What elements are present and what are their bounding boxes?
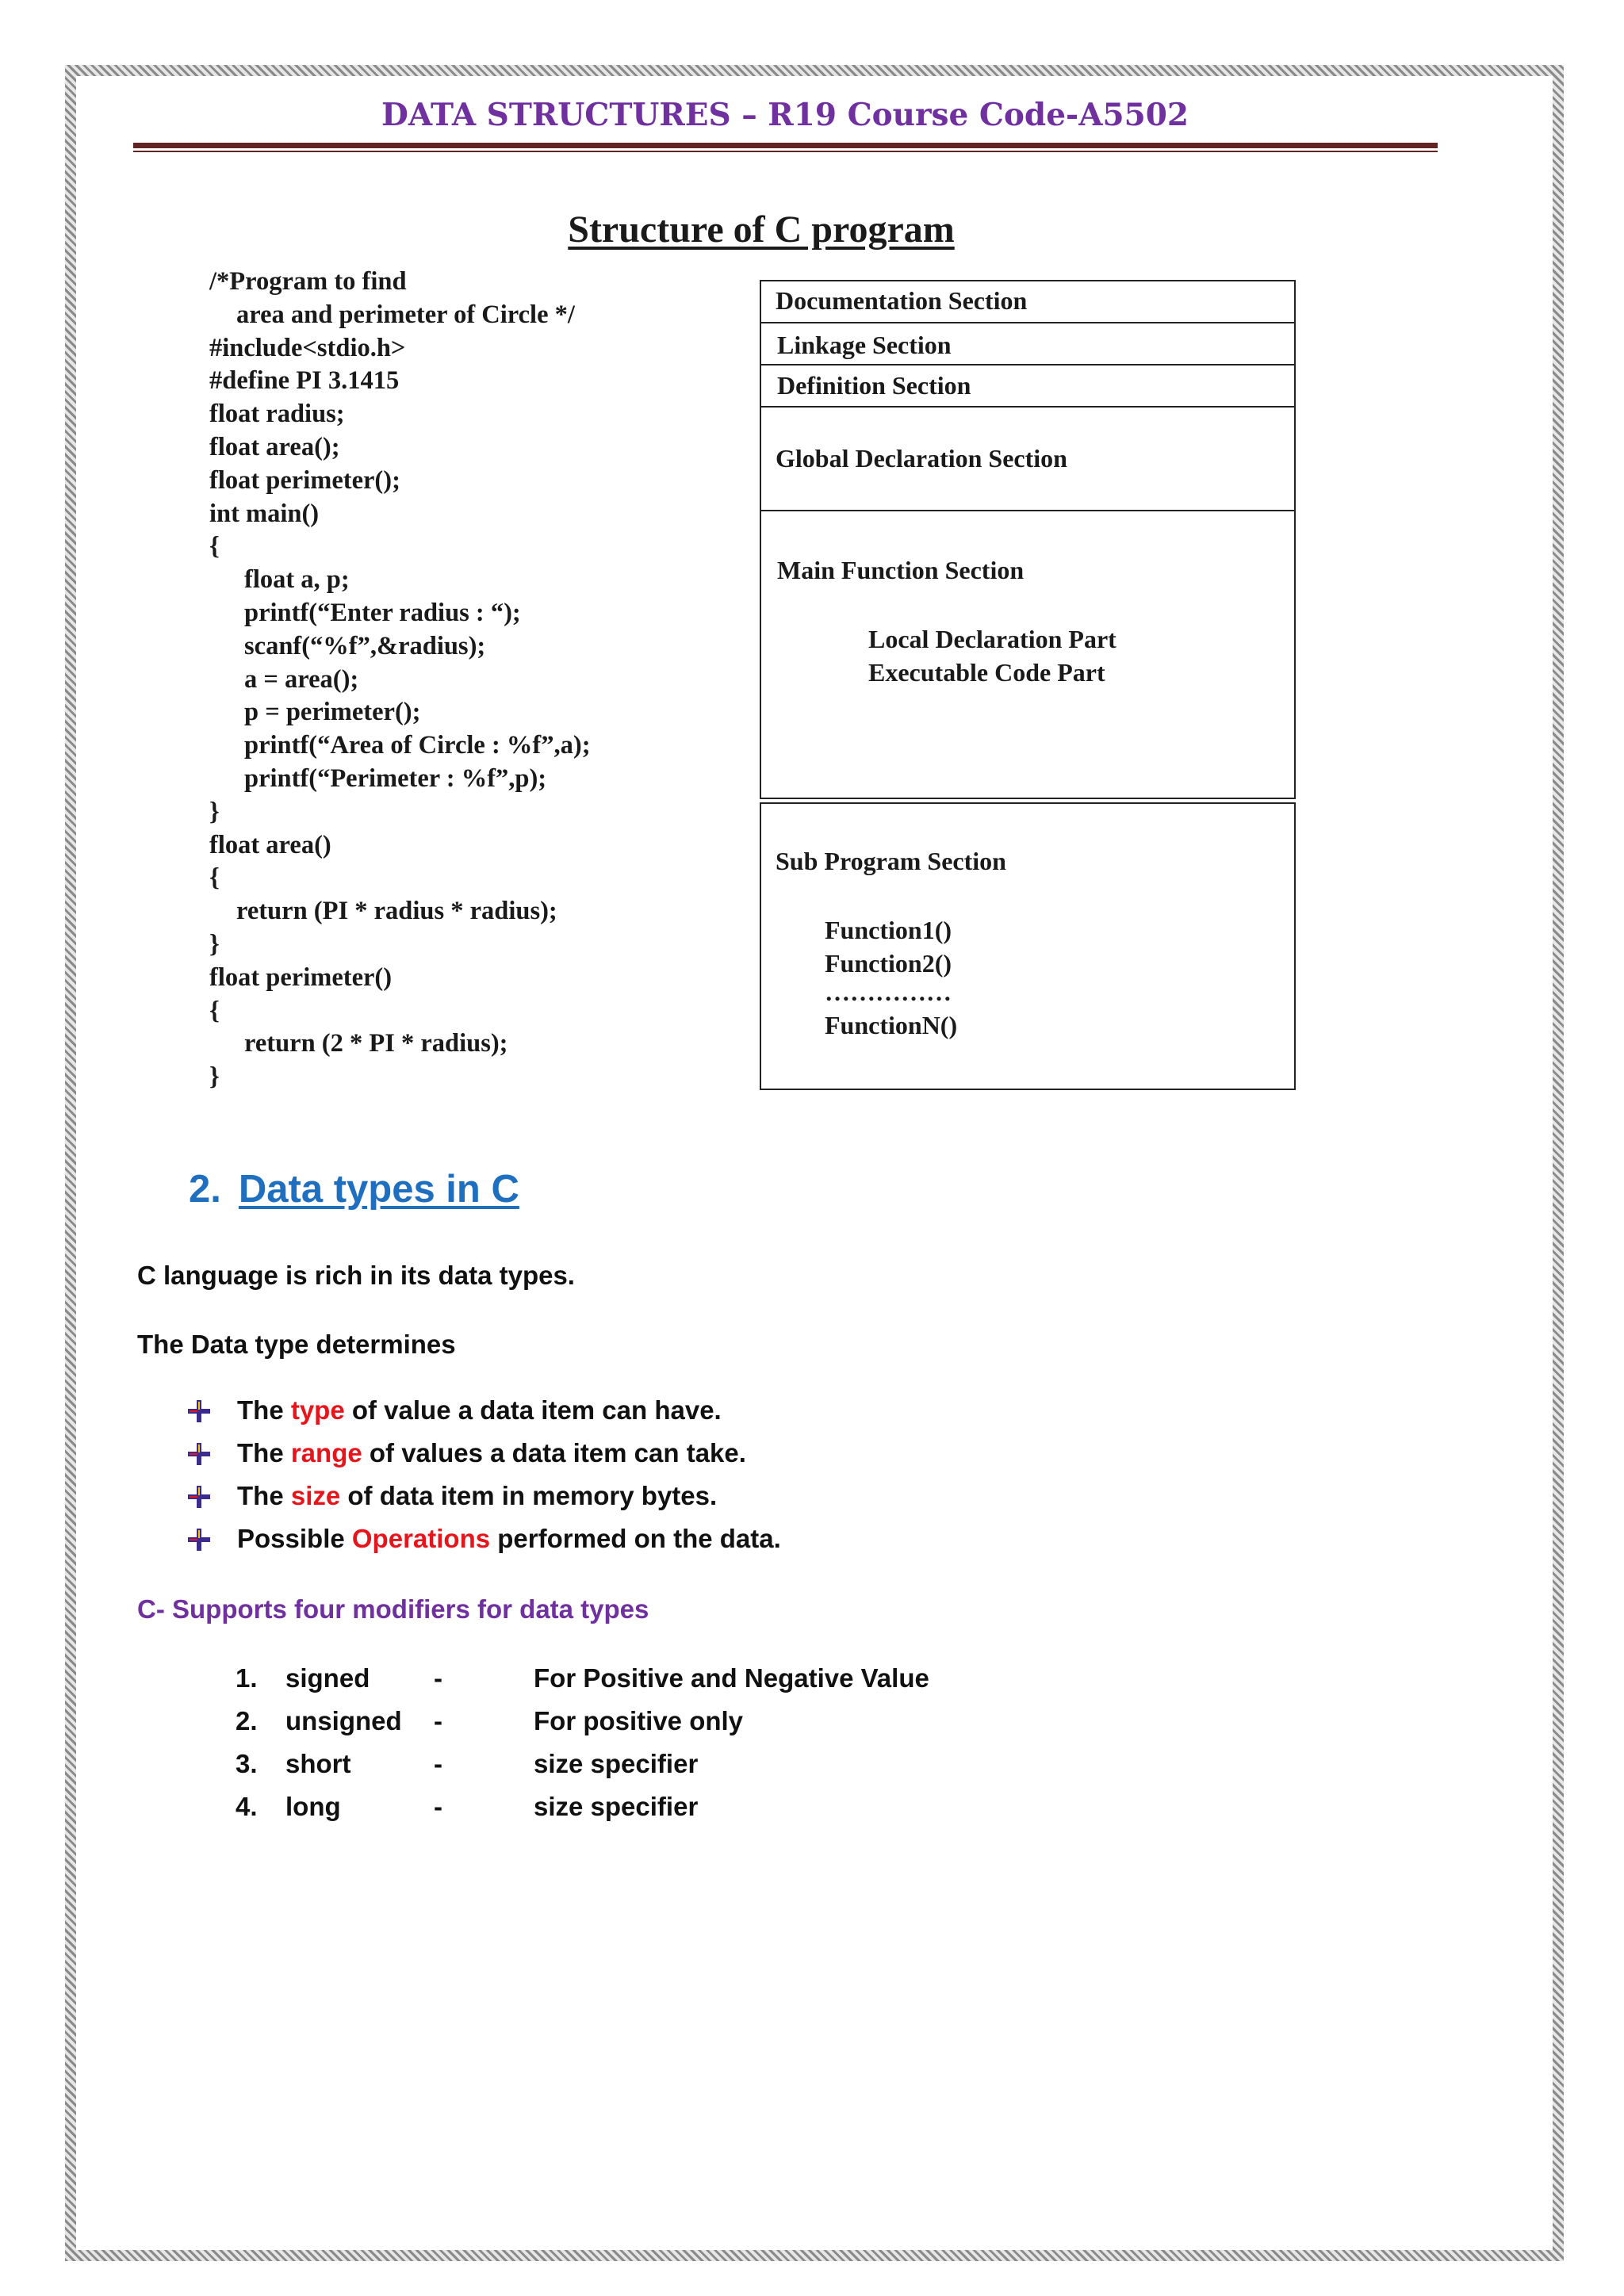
code-line: { — [209, 863, 220, 893]
modifier-number: 3. — [236, 1749, 258, 1778]
code-line: } — [209, 797, 220, 826]
modifier-name: short — [285, 1749, 351, 1778]
plus-bullet-icon — [186, 1399, 212, 1424]
definition-section-label: Definition Section — [777, 371, 971, 400]
modifier-desc: For Positive and Negative Value — [534, 1663, 929, 1693]
code-line: } — [209, 929, 220, 959]
modifier-dash: - — [434, 1749, 442, 1778]
code-line: return (2 * PI * radius); — [244, 1029, 508, 1058]
code-listing — [209, 266, 591, 1094]
bullet-text: Possible Operations performed on the data. — [237, 1524, 781, 1553]
code-line: printf(“Perimeter : %f”,p); — [244, 763, 547, 793]
sub-program-box — [760, 802, 1296, 1090]
executable-code-label: Executable Code Part — [868, 658, 1105, 687]
code-line: p = perimeter(); — [244, 698, 421, 727]
local-declaration-label: Local Declaration Part — [868, 625, 1116, 653]
code-line: float area(); — [209, 432, 340, 461]
page-header: DATA STRUCTURES – R19 Course Code-A5502 — [381, 97, 1189, 133]
main-function-label: Main Function Section — [777, 556, 1025, 584]
code-line: float radius; — [209, 400, 345, 429]
code-line: int main() — [209, 499, 320, 528]
header-rule-thin — [133, 151, 1438, 152]
modifier-dash: - — [434, 1706, 442, 1735]
modifier-dash: - — [434, 1792, 442, 1821]
code-line: area and perimeter of Circle */ — [236, 300, 575, 329]
sub-program-label: Sub Program Section — [776, 847, 1006, 875]
intro-text: C language is rich in its data types. — [137, 1261, 575, 1290]
plus-bullet-icon — [186, 1484, 212, 1510]
code-line: float perimeter() — [209, 962, 393, 992]
plus-bullet-icon — [186, 1527, 212, 1552]
modifier-number: 4. — [236, 1792, 258, 1821]
highlight-word: Operations — [351, 1524, 491, 1553]
documentation-section-label: Documentation Section — [776, 286, 1028, 315]
bullet-text: The type of value a data item can have. — [237, 1395, 722, 1425]
modifier-desc: size specifier — [534, 1792, 699, 1821]
code-line: } — [209, 1062, 220, 1092]
main-function-box — [760, 510, 1296, 799]
modifier-dash: - — [434, 1663, 442, 1693]
section-title: Data types in C — [238, 1168, 519, 1211]
modifier-name: signed — [285, 1663, 370, 1693]
modifier-name: unsigned — [285, 1706, 402, 1735]
code-line: printf(“Area of Circle : %f”,a); — [244, 731, 591, 760]
code-line: /*Program to find — [209, 267, 407, 296]
section-heading — [189, 1167, 519, 1211]
highlight-word: range — [290, 1438, 362, 1468]
documentation-section-box — [760, 280, 1296, 323]
plus-bullet-icon — [186, 1441, 212, 1467]
global-declaration-label: Global Declaration Section — [776, 444, 1067, 473]
modifiers-heading: C- Supports four modifiers for data types — [137, 1594, 649, 1624]
code-line: float perimeter(); — [209, 465, 400, 495]
figure-title: Structure of C program — [568, 209, 955, 251]
code-line: scanf(“%f”,&radius); — [244, 631, 486, 660]
code-line: float area() — [209, 830, 331, 859]
highlight-word: size — [290, 1481, 341, 1510]
modifier-number: 2. — [236, 1706, 258, 1735]
linkage-section-box — [760, 322, 1296, 365]
code-line: { — [209, 532, 220, 561]
linkage-section-label: Linkage Section — [777, 331, 952, 359]
modifier-desc: size specifier — [534, 1749, 699, 1778]
determines-text: The Data type determines — [137, 1330, 456, 1359]
function-2-label: Function2() — [825, 949, 952, 978]
code-line: return (PI * radius * radius); — [236, 897, 557, 926]
code-line: float a, p; — [244, 565, 350, 595]
function-n-label: FunctionN() — [825, 1011, 958, 1039]
modifier-desc: For positive only — [534, 1706, 744, 1735]
section-number: 2. — [189, 1168, 221, 1211]
modifier-name: long — [285, 1792, 341, 1821]
highlight-word: type — [290, 1395, 345, 1425]
bullet-text: The range of values a data item can take. — [237, 1438, 746, 1468]
function-ellipsis: …………… — [825, 978, 952, 1006]
modifier-number: 1. — [236, 1663, 258, 1693]
code-line: { — [209, 996, 220, 1025]
global-declaration-box — [760, 406, 1296, 511]
header-rule — [133, 143, 1438, 148]
function-1-label: Function1() — [825, 916, 952, 944]
bullet-text: The size of data item in memory bytes. — [237, 1481, 718, 1510]
code-line: #define PI 3.1415 — [209, 366, 400, 396]
code-line: printf(“Enter radius : “); — [244, 598, 521, 627]
code-line: a = area(); — [244, 664, 359, 694]
code-line: #include<stdio.h> — [209, 333, 406, 362]
definition-section-box — [760, 364, 1296, 408]
